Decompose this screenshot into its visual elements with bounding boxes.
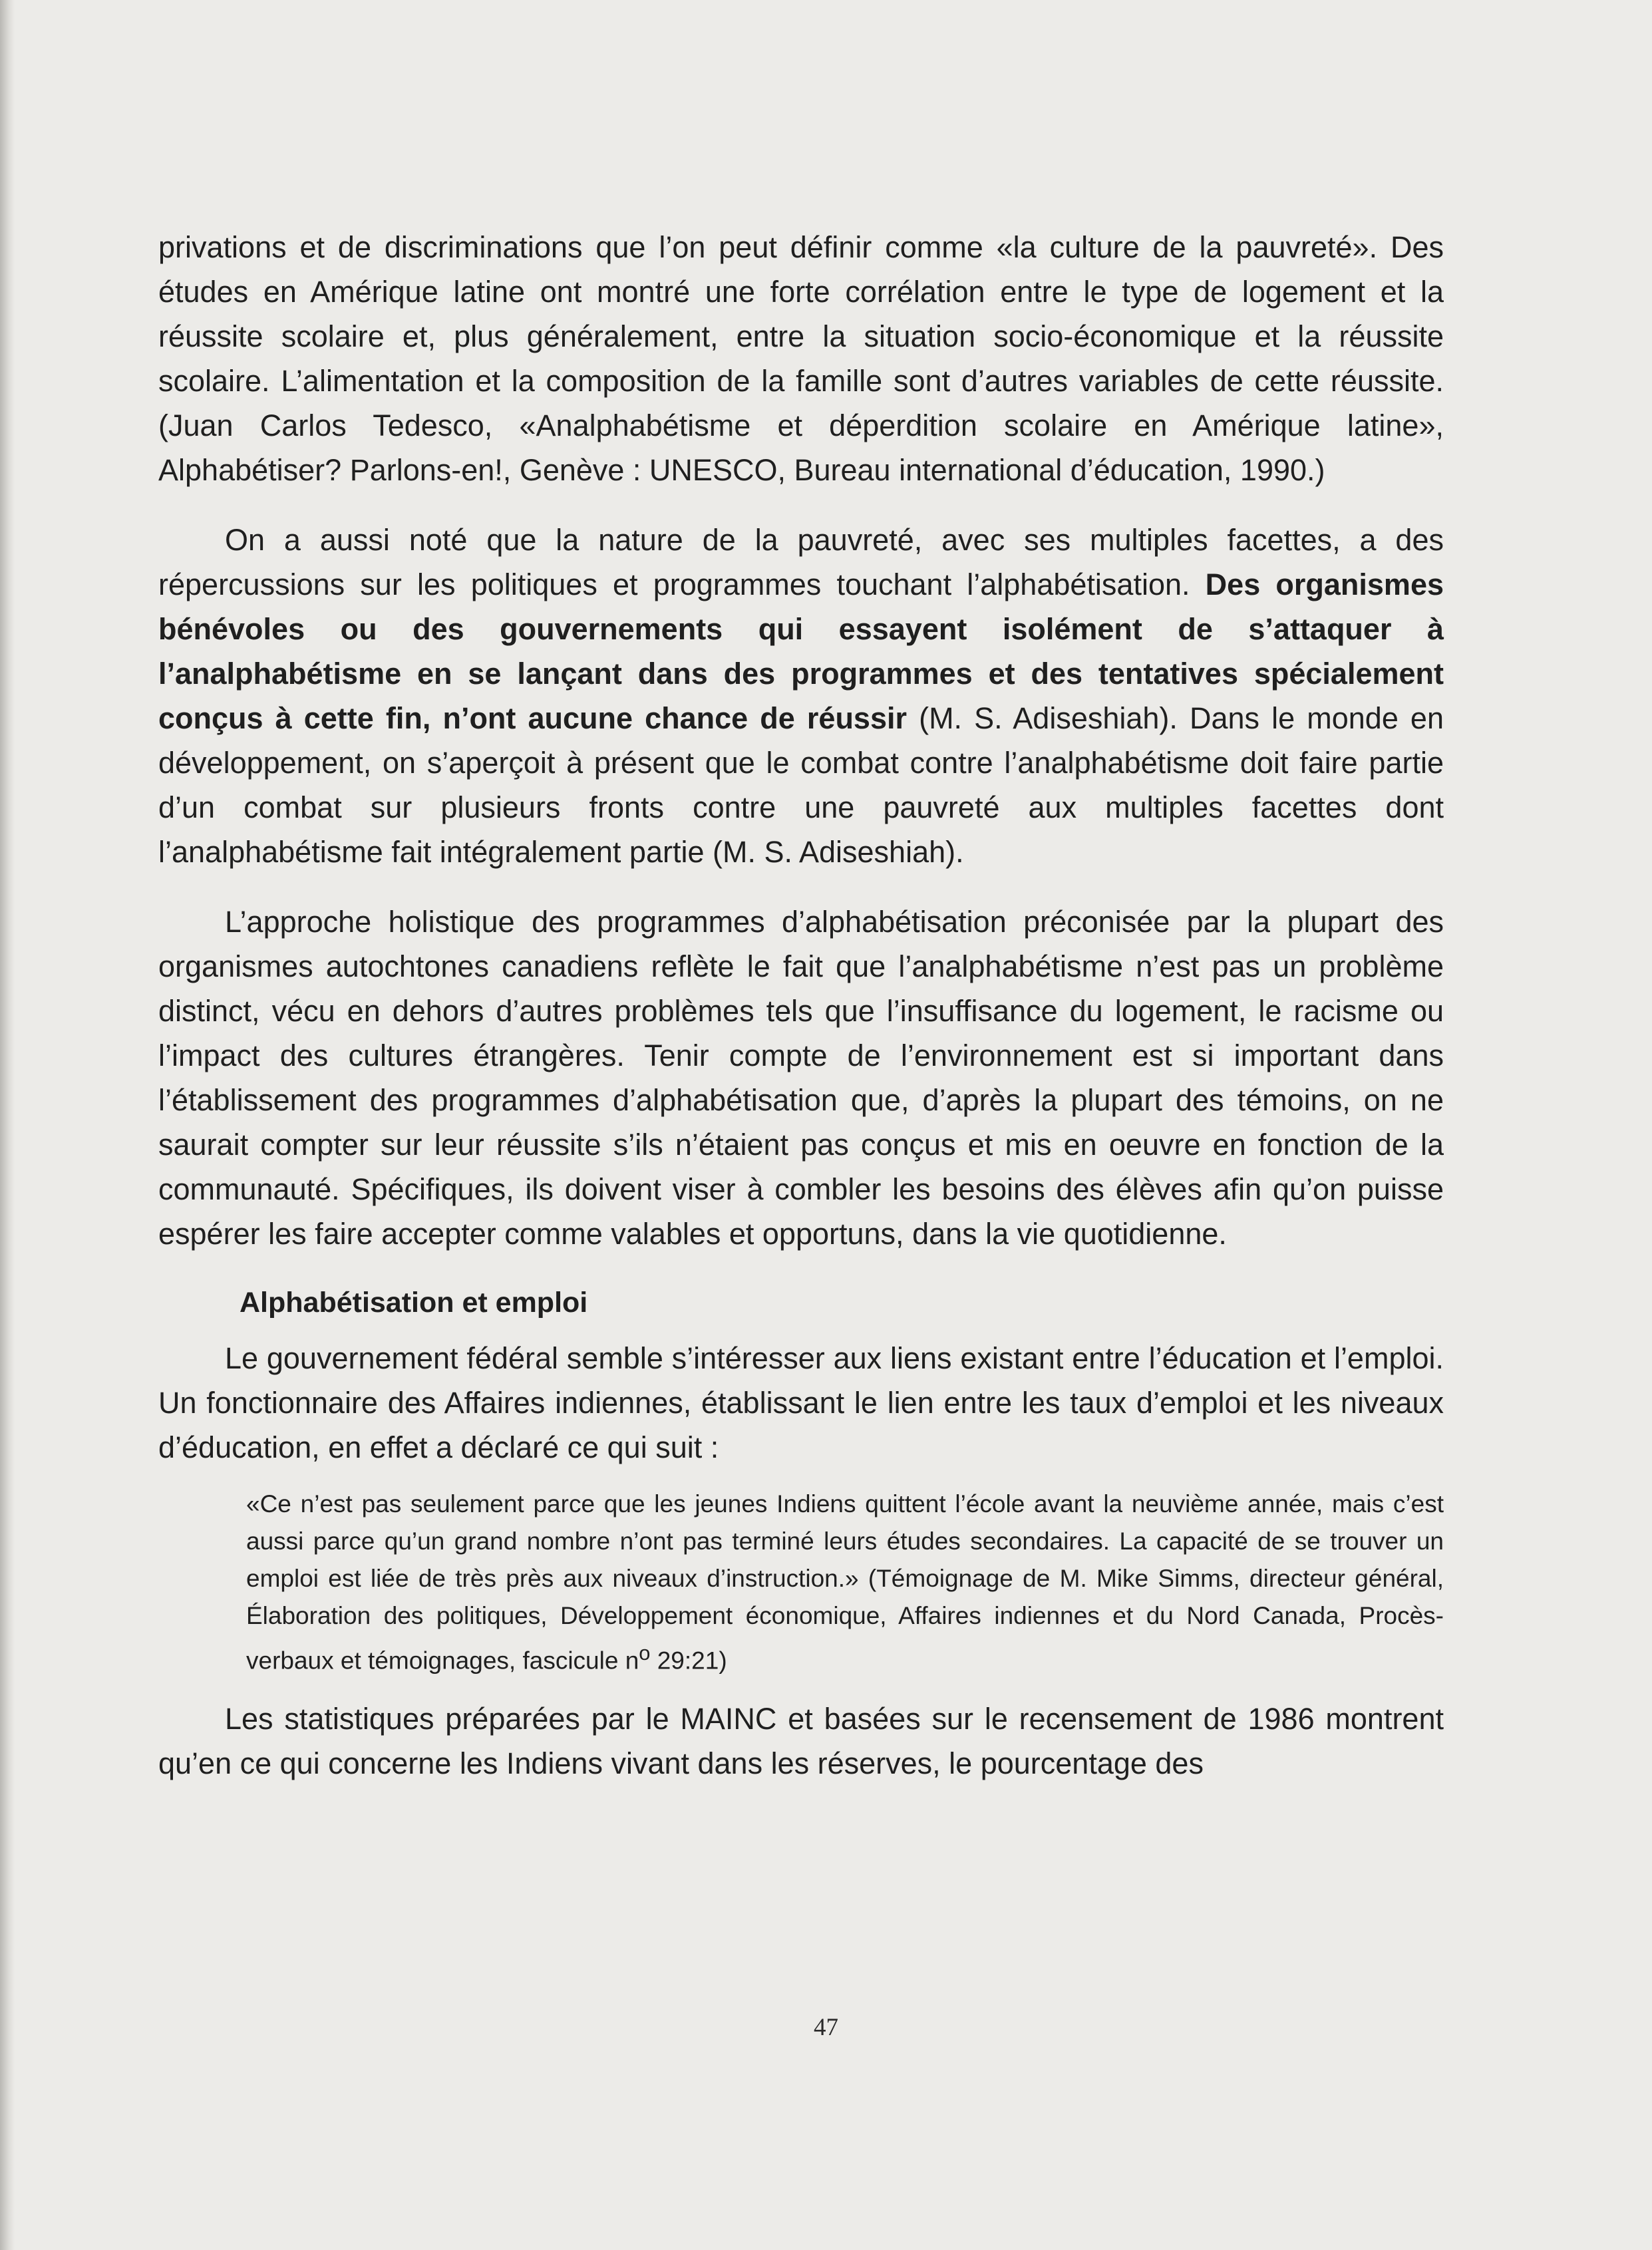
page-number: 47	[814, 2014, 838, 2041]
paragraph-holistic-approach: L’approche holistique des programmes d’alphabétisation préconisée par la plupart des organismes autochtones canadiens reflète le fait que l’analphabétisme n’est pas un problème distinct, vécu en dehors d’autres problèmes tels que l’insuffisance du logement, le racisme ou l’impact des cultures étrangères. Tenir compte de l’environnement est si important dans l’établissement des programmes d’alphabétisation que, d’après la plupart des témoins, on ne saurait compter sur leur réussite s’ils n’étaient pas conçus et mis en oeuvre en fonction de la communauté. Spécifiques, ils doivent viser à combler les besoins des élèves afin qu’on puisse espérer les faire accepter comme valables et opportuns, dans la vie quotidienne.	[158, 905, 1444, 1251]
paragraph-poverty-culture: privations et de discriminations que l’on peut définir comme «la culture de la pauvreté». Des études en Amérique latine ont montré une forte corrélation entre le type de logement et la réussite scolaire et, plus généralement, entre la situation socio-économique et la réussite scolaire. L’alimentation et la composition de la famille sont d’autres variables de cette réussite. (Juan Carlos Tedesco, «Analphabétisme et déperdition scolaire en Amérique latine», Alphabétiser? Parlons-en!, Genève : UNESCO, Bureau international d’éducation, 1990.)	[158, 230, 1444, 487]
document-page	[158, 225, 1444, 2088]
paragraph-poverty-policies-end: (M. S. Adiseshiah). Dans le monde en développement, on s’aperçoit à présent que le combat contre l’analphabétisme doit faire partie d’un combat sur plusieurs fronts contre une pauvreté aux multiples facettes dont l’analphabétisme fait intégralement partie (M. S. Adiseshiah).	[158, 701, 1444, 869]
paragraph-federal-government: Le gouvernement fédéral semble s’intéresser aux liens existant entre l’éducation et l’emploi. Un fonctionnaire des Affaires indiennes, établissant le lien entre les taux d’emploi et les niveaux d’éducation, en effet a déclaré ce qui suit :	[158, 1341, 1444, 1464]
paragraph-poverty-policies-start: On a aussi noté que la nature de la pauvreté, avec ses multiples facettes, a des répercussions sur les politiques et programmes touchant l’alphabétisation.	[158, 523, 1444, 601]
paragraph-poverty-policies	[158, 518, 1444, 874]
testimony-quote-text: «Ce n’est pas seulement parce que les jeunes Indiens quittent l’école avant la neuvième année, mais c’est aussi parce qu’un grand nombre n’ont pas terminé leurs études secondaires. La capacité de se trouver un emploi est liée de très près aux niveaux d’instruction.» (Témoignage de M. Mike Simms, directeur général, Élaboration des politiques, Développement économique, Affaires indiennes et du Nord Canada, Procès-verbaux et témoignages, fascicule n	[246, 1490, 1444, 1675]
paragraph-poverty-policies-bold: Des organismes bénévoles ou des gouvernements qui essayent isolément de s’attaquer à l’analphabétisme en se lançant dans des programmes et des tentatives spécialement conçus à cette fin, n’ont aucune chance de réussir	[158, 567, 1444, 735]
testimony-quote-superscript: o	[639, 1641, 651, 1665]
paragraph-statistics: Les statistiques préparées par le MAINC et basées sur le recensement de 1986 montrent qu’en ce qui concerne les Indiens vivant dans les réserves, le pourcentage des	[158, 1702, 1444, 1781]
testimony-quote-end: 29:21)	[650, 1647, 727, 1675]
testimony-quote	[246, 1486, 1444, 1679]
section-heading: Alphabétisation et emploi	[240, 1287, 588, 1319]
scan-edge-shadow	[0, 0, 15, 2250]
